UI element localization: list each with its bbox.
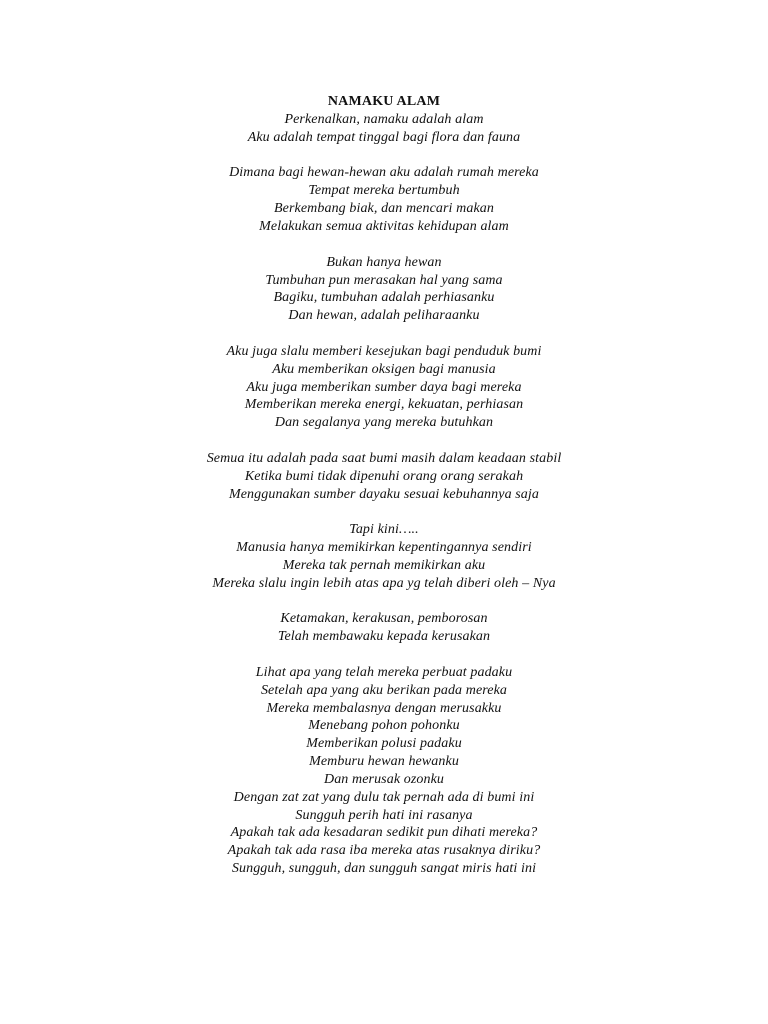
poem-line: Melakukan semua aktivitas kehidupan alam: [259, 219, 509, 235]
poem-line: Aku memberikan oksigen bagi manusia: [272, 361, 496, 377]
poem-title: NAMAKU ALAM: [327, 94, 441, 109]
poem-line: Dan merusak ozonku: [323, 771, 444, 787]
poem-body: [0, 111, 768, 878]
poem-line: Semua itu adalah pada saat bumi masih dalam keadaan stabil: [206, 450, 562, 466]
poem-line: Apakah tak ada kesadaran sedikit pun dihati mereka?: [230, 825, 538, 841]
poem-line: Mereka membalasnya dengan merusakku: [266, 700, 502, 716]
poem-line: Mereka slalu ingin lebih atas apa yg telah diberi oleh – Nya: [212, 575, 556, 591]
poem-line: Aku adalah tempat tinggal bagi flora dan fauna: [247, 129, 521, 145]
poem-stanza: [0, 343, 768, 432]
poem-line: Manusia hanya memikirkan kepentingannya sendiri: [236, 540, 532, 556]
poem-line: Dan hewan, adalah peliharaanku: [288, 308, 480, 324]
poem-line: Sungguh, sungguh, dan sungguh sangat miris hati ini: [231, 861, 537, 877]
poem-line: Tapi kini…..: [349, 522, 419, 538]
poem-line: Bagiku, tumbuhan adalah perhiasanku: [273, 290, 495, 306]
poem-line: Setelah apa yang aku berikan pada mereka: [260, 682, 508, 698]
poem-line: Bukan hanya hewan: [326, 254, 442, 270]
poem-line: Mereka tak pernah memikirkan aku: [282, 557, 486, 573]
poem-line: Dan segalanya yang mereka butuhkan: [274, 415, 494, 431]
poem-line: Aku juga memberikan sumber daya bagi mereka: [246, 379, 522, 395]
poem-line: Menebang pohon pohonku: [308, 718, 460, 734]
poem-line: Aku juga slalu memberi kesejukan bagi penduduk bumi: [226, 343, 542, 359]
poem-line: Tempat mereka bertumbuh: [308, 183, 460, 199]
poem-stanza: [0, 111, 768, 147]
poem-stanza: [0, 664, 768, 878]
poem-line: Sungguh perih hati ini rasanya: [295, 807, 473, 823]
poem-line: Perkenalkan, namaku adalah alam: [284, 112, 484, 127]
poem-stanza: [0, 521, 768, 592]
poem-line: Tumbuhan pun merasakan hal yang sama: [265, 272, 503, 288]
poem-line: Dimana bagi hewan-hewan aku adalah rumah mereka: [229, 165, 539, 181]
poem-stanza: [0, 254, 768, 325]
poem-line: Ketika bumi tidak dipenuhi orang orang serakah: [244, 468, 524, 484]
poem-page: [0, 93, 768, 896]
poem-stanza: [0, 450, 768, 504]
poem-line: Apakah tak ada rasa iba mereka atas rusaknya diriku?: [227, 843, 541, 859]
poem-line: Memberikan polusi padaku: [306, 736, 462, 752]
poem-stanza: [0, 610, 768, 646]
poem-line: Memberikan mereka energi, kekuatan, perhiasan: [244, 397, 524, 413]
poem-line: Dengan zat zat yang dulu tak pernah ada di bumi ini: [233, 789, 535, 805]
poem-line: Lihat apa yang telah mereka perbuat padaku: [255, 664, 513, 680]
poem-line: Ketamakan, kerakusan, pemborosan: [280, 611, 488, 627]
poem-line: Memburu hewan hewanku: [309, 754, 459, 770]
poem-line: Menggunakan sumber dayaku sesuai kebuhannya saja: [228, 486, 540, 502]
poem-line: Berkembang biak, dan mencari makan: [274, 201, 494, 217]
poem-stanza: [0, 164, 768, 235]
poem-line: Telah membawaku kepada kerusakan: [277, 629, 491, 645]
